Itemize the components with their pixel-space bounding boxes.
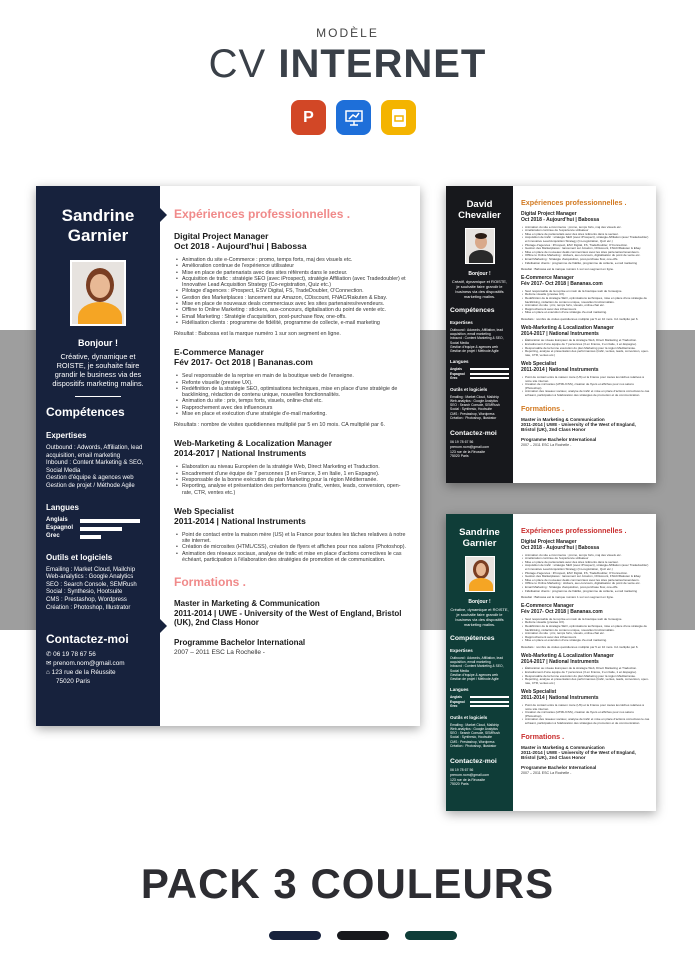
phone-text: 06 19 78 67 56: [450, 439, 474, 444]
expertises-heading: Expertises: [46, 431, 87, 440]
job-title-line: [174, 231, 408, 251]
bullet: • Fidélisation clients : programme de fidélité, programme de collecte, e-mail marketing: [521, 262, 650, 266]
cv-hello: Bonjour !: [468, 599, 491, 605]
bullet: • Animation du site e-Commerce : promo, temps forts, maj des visuels etc.: [521, 554, 650, 558]
bullet: • Élaboration au niveau Européen de la stratégie Web, Direct Marketing et Traduction.: [521, 667, 650, 671]
formation-degree: Master in Marketing & Communication: [521, 416, 605, 422]
home-icon: ⌂: [46, 668, 50, 676]
bullet: • Seul responsable de la reprise en main de la boutique web de l'enseigne.: [174, 373, 408, 379]
formation-degree: Master in Marketing & Communication: [174, 599, 320, 609]
cv-preview-black: [446, 186, 656, 483]
expertise-item: Gestion de projet / Méthode Agile: [450, 677, 499, 682]
outils-heading: Outils et logiciels: [450, 386, 488, 392]
outil-item: Emailing : Market Cloud, Mailchip: [46, 566, 136, 573]
bullet: • Refonte visuelle (prestee UX).: [521, 621, 650, 625]
phone-text: 06 19 78 67 56: [450, 767, 474, 772]
address-line-1: 123 rue de la Réussite: [51, 668, 116, 676]
phone-icon: ✆: [46, 651, 52, 659]
job-period: Oct 2018 - Aujourd'hui | Babossa: [521, 544, 599, 551]
outils-heading: Outils et logiciels: [46, 552, 113, 562]
bullet: • Mise en place et exécution d'une stratégie d'e-mail marketing.: [174, 411, 408, 417]
bullet: • Email Marketing : Stratégie d'acquisition, post-purchase flow, one-offs.: [521, 258, 650, 262]
job-period: 2014-2017 | National Instruments: [521, 658, 599, 665]
profile-photo: [465, 556, 495, 592]
outil-item: Web-analytics : Google Analytics: [450, 398, 498, 403]
job-period: 2011-2014 | National Instruments: [174, 515, 306, 526]
bullet: • Rapprochement avec des influenceurs: [521, 308, 650, 312]
bullet: • Email Marketing : Stratégie d'acquisition, post-purchase flow, one-offs.: [521, 586, 650, 590]
cv-intro: Créatif, dynamique et ROISTE, je souhaite faire grandir le business via des dispositifs marketing malins.: [451, 279, 508, 299]
job-period: Fév 2017- Oct 2018 | Bananas.com: [521, 608, 603, 615]
bullet: • Responsable de la bonne exécution du plan Marketing pour la région Méditerranée.: [521, 347, 650, 351]
job-block: [174, 231, 408, 337]
language-row: [450, 376, 509, 381]
job-title-line: [521, 604, 650, 616]
job-result: Résultat : Babossa est la marque numéro 1 sur son segment en ligne.: [521, 267, 614, 272]
bullet: • Offline to Online Marketing : stickers, aux-concours, digitalisation du point de vente etc.: [521, 254, 650, 258]
formations-heading: Formations .: [521, 731, 565, 741]
bullet: • Seul responsable de la reprise en main de la boutique web de l'enseigne.: [521, 290, 650, 294]
job-block: [174, 347, 408, 428]
bullet: • Mise en place de partenariats avec des sites référents dans le secteur.: [174, 270, 408, 276]
job-bullets: [521, 704, 650, 726]
job-title: E-Commerce Manager: [174, 347, 264, 358]
bullet: • Animation des réseaux sociaux, analyse de trafic et mise en place d'actions correctives le cas échéant, participation à l'élaboration des stratégies de promotion et de communication.: [521, 390, 650, 397]
job-title: Digital Project Manager: [521, 211, 577, 217]
job-title-line: [521, 362, 650, 374]
outil-item: SEO : Search Console, SEMRush: [46, 581, 137, 588]
phone-text: 06 19 78 67 56: [53, 651, 96, 659]
bullet: • Mise en place de partenariats avec des sites référents dans le secteur.: [521, 561, 650, 565]
language-level-bar: [80, 519, 150, 523]
cv-last-name: Garnier: [67, 226, 129, 245]
bullet: • Responsable de la bonne exécution du plan Marketing pour la région Méditerranée.: [174, 477, 408, 483]
job-title-line: [521, 276, 650, 288]
cv-preview-navy: [36, 186, 420, 726]
expertises-list: [450, 328, 509, 353]
address-line-1: 123 rue de la Réussite: [450, 777, 486, 782]
cv-main: [513, 186, 656, 483]
cv-intro: Créative, dynamique et ROISTE, je souhaite faire grandir le business via des dispositifs marketing malins.: [52, 352, 144, 388]
bullet: • Seul responsable de la reprise en main de la boutique web de l'enseigne.: [521, 618, 650, 622]
email-row: [46, 660, 150, 669]
bullet: • Reporting, analyse et présentation des performances (trafic, ventes, leads, conversion, open-rate, CTR, ventes etc.): [521, 678, 650, 685]
cv-sidebar: [446, 514, 513, 811]
job-bullets: [521, 339, 650, 357]
expertise-item: Outbound : Adwords, Affiliation, lead acquisition, email marketing: [46, 445, 143, 459]
cv-last-name: Chevalier: [458, 210, 501, 221]
job-bullets: [174, 257, 408, 326]
swatch-navy[interactable]: [269, 931, 321, 940]
formation-degree: Master in Marketing & Communication: [521, 744, 605, 750]
job-period: Fév 2017- Oct 2018 | Bananas.com: [174, 357, 313, 368]
job-title: Web Specialist: [174, 505, 234, 516]
language-name: Grec: [450, 376, 458, 381]
cv-main: [160, 186, 420, 726]
cv-sidebar: [446, 186, 513, 483]
bullet: • Encadrement d'une équipe de 7 personnes (3 en France, 3 en Italie, 1 en Espagne).: [174, 471, 408, 477]
contact-block: [450, 768, 509, 787]
email-text: prenom.nom@gmail.com: [450, 772, 490, 777]
langues-heading: Langues: [46, 502, 79, 512]
langues-heading: Langues: [450, 359, 469, 365]
address-line-2: 75020 Paris: [450, 782, 469, 787]
title-light: CV: [208, 42, 267, 86]
bullet: • Offline to Online Marketing : stickers, aux-concours, digitalisation du point de vente etc.: [521, 582, 650, 586]
contact-block: [450, 440, 509, 459]
job-bullets: [521, 376, 650, 398]
job-title: Web Specialist: [521, 361, 557, 368]
job-title: Web-Marketing & Localization Manager: [174, 438, 333, 449]
app-icons: [291, 100, 416, 135]
job-title: Web-Marketing & Localization Manager: [521, 652, 614, 659]
bullet: • Rapprochement avec des influenceurs: [521, 636, 650, 640]
address-line-2: 75020 Paris: [56, 677, 91, 685]
language-level-bar: [80, 527, 150, 531]
bullet: • Email Marketing : Stratégie d'acquisition, post-purchase flow, one-offs.: [174, 314, 408, 320]
formation-detail: 2011-2014 | UWE - University of the West of England, Bristol (UK), 2nd Class Honor: [521, 750, 636, 761]
outil-item: Création : Photoshop, Illustrator: [46, 604, 131, 611]
expertise-item: Gestion d'équipe & agences web: [46, 475, 134, 482]
job-result: Résultat : Babossa est la marque numéro 1 sur son segment en ligne.: [174, 331, 341, 338]
bullet: • Mise en place de nouveaux deals commerciaux avec les sites partenaires/revendeurs.: [521, 579, 650, 583]
bullet: • Responsable de la bonne exécution du plan Marketing pour la région Méditerranée.: [521, 675, 650, 679]
bullet: • Redéfinition de la stratégie SEO, optimisations techniques, mise en place d'une stratégie de backlinking, rédaction de contenu unique, nouvelles fonctionnalités.: [174, 386, 408, 399]
swatch-teal[interactable]: [405, 931, 457, 940]
bullet: • Redéfinition de la stratégie SEO, optimisations techniques, mise en place d'une stratégie de backlinking, rédaction de contenu unique, nouvelles fonctionnalités.: [521, 625, 650, 632]
langues-list: [450, 695, 509, 709]
expertise-item: Inbound : Content Marketing & SEO, Social Media: [450, 336, 504, 345]
bullet: • Point de contact entre la maison mère (US) et la France pour toutes les tâches relatives à notre site internet.: [521, 704, 650, 711]
bullet: • Pilotage d'agences : iProspect, ESV Digital, FS, TradeDoubler, O'Connection.: [174, 288, 408, 294]
job-result: Résultats : nombre de visites quotidiennes multiplié par 5 en 10 mois. CA multiplié par 6.: [521, 644, 639, 649]
outil-item: CMS : Prestashop, Wordpress: [46, 596, 127, 603]
bullet: • Reporting, analyse et présentation des performances (trafic, ventes, leads, conversion, open-rate, CTR, ventes etc.): [174, 483, 408, 496]
color-swatches: [269, 931, 457, 940]
bullet: • Amélioration continue de l'expérience utilisateur: [521, 229, 650, 233]
langues-heading: Langues: [450, 687, 469, 693]
bullet: • Point de contact entre la maison mère (US) et la France pour toutes les tâches relatives à notre site internet.: [521, 376, 650, 383]
language-name: Grec: [46, 532, 60, 539]
outil-item: Emailing : Market Cloud, Mailchip: [450, 722, 499, 727]
cv-first-name: Sandrine: [459, 527, 500, 538]
bullet: • Animation du site : prix, temps forts, visuels, online-chat etc.: [521, 304, 650, 308]
bullet: • Fidélisation clients : programme de fidélité, programme de collecte, e-mail marketing: [521, 590, 650, 594]
outil-item: Social : Synthesio, Hootsuite: [46, 589, 123, 596]
formation-detail: 2011-2014 | UWE - University of the West of England, Bristol (UK), 2nd Class Honor: [521, 422, 636, 433]
expertises-heading: Expertises: [450, 648, 473, 653]
language-level-bar: [470, 368, 509, 370]
contact-heading: Contactez-moi: [450, 429, 497, 437]
bullet: • Pilotage d'agences : iProspect, ESV Digital, FS, TradeDoubler, O'Connection.: [521, 572, 650, 576]
job-bullets: [174, 464, 408, 495]
outil-item: Web-analytics : Google Analytics: [46, 574, 134, 581]
language-name: Espagnol: [450, 699, 465, 704]
job-block: [174, 506, 408, 563]
formation-detail: 2011-2014 | UWE - University of the West of England, Bristol (UK), 2nd Class Honor: [174, 608, 402, 628]
cv-hello: Bonjour !: [468, 271, 491, 277]
bullet: • Animation du site e-Commerce : promo, temps forts, maj des visuels etc.: [521, 226, 650, 230]
bullet: • Animation des réseaux sociaux, analyse de trafic et mise en place d'actions correctives le cas échéant, participation à l'élaboration des stratégies de promotion et de communication.: [521, 718, 650, 725]
cv-name: [450, 527, 509, 549]
formation-years: 2007 – 2011 ESC La Rochelle -: [174, 649, 265, 657]
competences-heading: Compétences: [450, 635, 495, 642]
bullet: • Animation des réseaux sociaux, analyse de trafic et mise en place d'actions correctives le cas échéant, participation à l'élaboration des stratégies de promotion et de communication.: [174, 551, 408, 564]
cv-hello: Bonjour !: [78, 338, 118, 348]
formations-heading: Formations .: [174, 575, 247, 590]
job-title: E-Commerce Manager: [521, 275, 574, 282]
formation-years: 2007 – 2011 ESC La Rochelle -: [521, 443, 572, 448]
bullet: • Gestion des Marketplaces : lancement sur Amazon, CDiscount, FNAC/Rakuten & Ebay.: [521, 575, 650, 579]
pack-label: PACK 3 COULEURS: [140, 860, 555, 907]
address-line-1: 123 rue de la Réussite: [450, 449, 486, 454]
job-result: Résultat : Babossa est la marque numéro 1 sur son segment en ligne.: [521, 595, 614, 600]
language-level-bar: [80, 535, 150, 539]
job-bullets: [521, 667, 650, 685]
cv-name: [450, 199, 509, 221]
job-title: Web Specialist: [521, 689, 557, 696]
job-period: 2011-2014 | National Instruments: [521, 695, 599, 702]
job-period: Oct 2018 - Aujourd'hui | Babossa: [521, 216, 599, 223]
swatch-black[interactable]: [337, 931, 389, 940]
language-level-bar: [470, 373, 509, 375]
formation-degree: Programme Bachelor International: [521, 436, 597, 442]
outils-list: [46, 567, 150, 613]
bullet: • Offline to Online Marketing : stickers, aux-concours, digitalisation du point de vente etc.: [174, 307, 408, 313]
cv-last-name: Garnier: [462, 538, 497, 549]
bullet: • Création de microsites (HTML/CSS), création de flyers et affiches pour nos salons (Photoshop).: [521, 711, 650, 718]
outil-item: Création : Photoshop, Illustrator: [450, 415, 497, 420]
language-name: Espagnol: [450, 371, 465, 376]
job-period: 2014-2017 | National Instruments: [174, 448, 307, 459]
google-slides-icon[interactable]: [381, 100, 416, 135]
bullet: • Animation du site : prix, temps forts, visuels, online-chat etc.: [521, 632, 650, 636]
expertises-list: [450, 656, 509, 681]
job-bullets: [521, 618, 650, 643]
outil-item: Web-analytics : Google Analytics: [450, 726, 498, 731]
experiences-heading: Expériences professionnelles .: [174, 207, 351, 221]
job-title: Digital Project Manager: [174, 231, 269, 241]
bullet: • Amélioration continue de l'expérience utilisateur: [174, 263, 408, 269]
bullet: • Point de contact entre la maison mère (US) et la France pour toutes les tâches relatives à notre site internet.: [174, 532, 408, 545]
cv-intro: Créative, dynamique et ROISTE, je souhaite faire grandir le business via des dispositifs marketing malins.: [450, 607, 509, 627]
phone-row: [46, 651, 150, 660]
contact-block: [46, 651, 150, 686]
mail-icon: ✉: [46, 659, 52, 667]
job-period: Oct 2018 - Aujourd'hui | Babossa: [174, 241, 307, 251]
experiences-heading: Expériences professionnelles .: [521, 526, 627, 535]
expertise-item: Inbound : Content Marketing & SEO, Social Media: [450, 664, 504, 673]
expertise-item: Gestion d'équipe & agences web: [450, 672, 499, 677]
job-title-line: [521, 326, 650, 338]
formation-degree: Programme Bachelor International: [521, 764, 597, 770]
formations-heading: Formations .: [521, 403, 565, 413]
language-row: [450, 704, 509, 709]
language-name: Grec: [450, 704, 458, 709]
profile-photo: [465, 228, 495, 264]
keynote-icon[interactable]: [336, 100, 371, 135]
language-level-bar: [470, 377, 509, 379]
bullet: • Amélioration continue de l'expérience utilisateur: [521, 557, 650, 561]
cv-preview-teal: [446, 514, 656, 811]
job-title-line: [174, 506, 408, 526]
email-text: prenom.nom@gmail.com: [450, 444, 490, 449]
cv-sidebar: [36, 186, 160, 726]
bullet: • Création de microsites (HTML/CSS), création de flyers et affiches pour nos salons (Photoshop).: [174, 544, 408, 550]
cv-name: [46, 206, 150, 246]
powerpoint-icon[interactable]: P: [291, 100, 326, 135]
formation-years: 2007 – 2011 ESC La Rochelle -: [521, 771, 572, 776]
job-result: Résultats : nombre de visites quotidiennes multiplié par 5 en 10 mois. CA multiplié par 6.: [521, 316, 639, 321]
job-period: Fév 2017- Oct 2018 | Bananas.com: [521, 280, 603, 287]
job-bullets: [521, 290, 650, 315]
bullet: • Animation du site e-Commerce : promo, temps forts, maj des visuels etc.: [174, 257, 408, 263]
outil-item: SEO : Search Console, SEMRush: [450, 403, 500, 408]
divider: [75, 396, 121, 397]
bullet: • Gestion des Marketplaces : lancement sur Amazon, CDiscount, FNAC/Rakuten & Ebay.: [174, 295, 408, 301]
competences-heading: Compétences: [450, 307, 495, 314]
cv-main: [513, 514, 656, 811]
title-bold: INTERNET: [278, 42, 487, 86]
language-name: Espagnol: [46, 524, 74, 531]
job-period: 2011-2014 | National Instruments: [521, 367, 599, 374]
outils-list: [450, 723, 509, 748]
bullet: • Acquisition de trafic : stratégie SEO (avec iProspect), stratégie Affiliation (avec Tradedoubler) et Innovative Lead Acquisition Strategy (Co-registration, Quiz etc.): [521, 564, 650, 571]
bullet: • Acquisition de trafic : stratégie SEO (avec iProspect), stratégie Affiliation (avec Tradedoubler) et Innovative Lead Acquisition Strategy (Co-registration, Quiz etc.): [521, 236, 650, 243]
bullet: • Création de microsites (HTML/CSS), création de flyers et affiches pour nos salons (Photoshop).: [521, 383, 650, 390]
bullet: • Encadrement d'une équipe de 7 personnes (3 en France, 3 en Italie, 1 en Espagne).: [521, 343, 650, 347]
bullet: • Élaboration au niveau Européen de la stratégie Web, Direct Marketing et Traduction.: [174, 464, 408, 470]
outils-heading: Outils et logiciels: [450, 714, 488, 720]
outil-item: Social : Synthesio, Hootsuite: [450, 407, 492, 412]
language-level-bar: [470, 696, 509, 698]
language-name: Anglais: [450, 695, 462, 700]
job-result: Résultats : nombre de visites quotidiennes multiplié par 5 en 10 mois. CA multiplié par 6.: [174, 422, 385, 429]
eyebrow-label: MODÈLE: [316, 26, 379, 40]
expertise-item: Gestion d'équipe & agences web: [450, 344, 499, 349]
outils-list: [450, 395, 509, 420]
page-title: [0, 42, 695, 87]
job-bullets: [521, 554, 650, 594]
job-title-line: [521, 690, 650, 702]
competences-heading: Compétences: [46, 405, 125, 419]
cv-first-name: David: [466, 199, 493, 210]
email-text: prenom.nom@gmail.com: [53, 659, 125, 667]
job-bullets: [174, 373, 408, 417]
bullet: • Encadrement d'une équipe de 7 personnes (3 en France, 3 en Italie, 1 en Espagne).: [521, 671, 650, 675]
bullet: • Reporting, analyse et présentation des performances (trafic, ventes, leads, conversion, open-rate, CTR, ventes etc.): [521, 350, 650, 357]
bullet: • Fidélisation clients : programme de fidélité, programme de collecte, e-mail marketing: [174, 320, 408, 326]
language-level-bar: [470, 705, 509, 707]
expertise-item: Gestion de projet / Méthode Agile: [46, 482, 135, 489]
profile-photo: [70, 260, 126, 326]
bullet: • Gestion des Marketplaces : lancement sur Amazon, CDiscount, FNAC/Rakuten & Ebay.: [521, 247, 650, 251]
language-name: Anglais: [46, 516, 68, 523]
outil-item: CMS : Prestashop, Wordpress: [450, 739, 495, 744]
outil-item: Création : Photoshop, Illustrator: [450, 743, 497, 748]
job-bullets: [521, 226, 650, 266]
contact-heading: Contactez-moi: [46, 632, 129, 647]
address-row: [46, 669, 150, 678]
job-title-line: [521, 654, 650, 666]
bullet: • Animation du site : prix, temps forts, visuels, online-chat etc.: [174, 398, 408, 404]
bullet: • Mise en place et exécution d'une stratégie d'e-mail marketing.: [521, 311, 650, 315]
outil-item: Social : Synthesio, Hootsuite: [450, 735, 492, 740]
job-title: E-Commerce Manager: [521, 603, 574, 610]
bullet: • Redéfinition de la stratégie SEO, optimisations techniques, mise en place d'une stratégie de backlinking, rédaction de contenu unique, nouvelles fonctionnalités.: [521, 297, 650, 304]
bullet: • Mise en place de nouveaux deals commerciaux avec les sites partenaires/revendeurs.: [174, 301, 408, 307]
langues-list: [450, 367, 509, 381]
job-title-line: [174, 438, 408, 458]
outil-item: SEO : Search Console, SEMRush: [450, 731, 500, 736]
outil-item: CMS : Prestashop, Wordpress: [450, 411, 495, 416]
bullet: • Rapprochement avec des influenceurs: [174, 405, 408, 411]
experiences-heading: Expériences professionnelles .: [521, 198, 627, 207]
bullet: • Mise en place et exécution d'une stratégie d'e-mail marketing.: [521, 639, 650, 643]
job-title-line: [521, 540, 650, 552]
bullet: • Refonte visuelle (prestee UX).: [521, 293, 650, 297]
bullet: • Mise en place de nouveaux deals commerciaux avec les sites partenaires/revendeurs.: [521, 251, 650, 255]
cv-first-name: Sandrine: [61, 206, 135, 225]
bullet: • Mise en place de partenariats avec des sites référents dans le secteur.: [521, 233, 650, 237]
language-level-bar: [470, 701, 509, 703]
language-row: [46, 525, 150, 533]
job-period: 2014-2017 | National Instruments: [521, 330, 599, 337]
contact-heading: Contactez-moi: [450, 757, 497, 765]
language-row: [46, 533, 150, 541]
job-title-line: [174, 347, 408, 367]
expertise-item: Inbound : Content Marketing & SEO, Social Media: [46, 460, 144, 474]
job-bullets: [174, 532, 408, 563]
formation-degree: Programme Bachelor International: [174, 637, 306, 647]
expertise-item: Outbound : Adwords, Affiliation, lead acquisition, email marketing: [450, 328, 503, 337]
job-title: Digital Project Manager: [521, 539, 577, 545]
langues-list: [46, 517, 150, 541]
job-block: [174, 438, 408, 495]
job-title: Web-Marketing & Localization Manager: [521, 324, 614, 331]
bullet: • Acquisition de trafic : stratégie SEO (avec iProspect), stratégie Affiliation (avec Tradedoubler) et Innovative Lead Acquisition Strategy (Co-registration, Quiz etc.): [174, 276, 408, 289]
outil-item: Emailing : Market Cloud, Mailchip: [450, 394, 499, 399]
address-line-2: 75020 Paris: [450, 454, 469, 459]
expertises-heading: Expertises: [450, 320, 473, 325]
expertise-item: Outbound : Adwords, Affiliation, lead acquisition, email marketing: [450, 656, 503, 665]
job-title-line: [521, 212, 650, 224]
bullet: • Refonte visuelle (prestee UX).: [174, 380, 408, 386]
language-row: [46, 517, 150, 525]
expertises-list: [46, 445, 150, 491]
expertise-item: Gestion de projet / Méthode Agile: [450, 349, 499, 354]
bullet: • Pilotage d'agences : iProspect, ESV Digital, FS, TradeDoubler, O'Connection.: [521, 244, 650, 248]
bullet: • Élaboration au niveau Européen de la stratégie Web, Direct Marketing et Traduction.: [521, 339, 650, 343]
language-name: Anglais: [450, 367, 462, 372]
